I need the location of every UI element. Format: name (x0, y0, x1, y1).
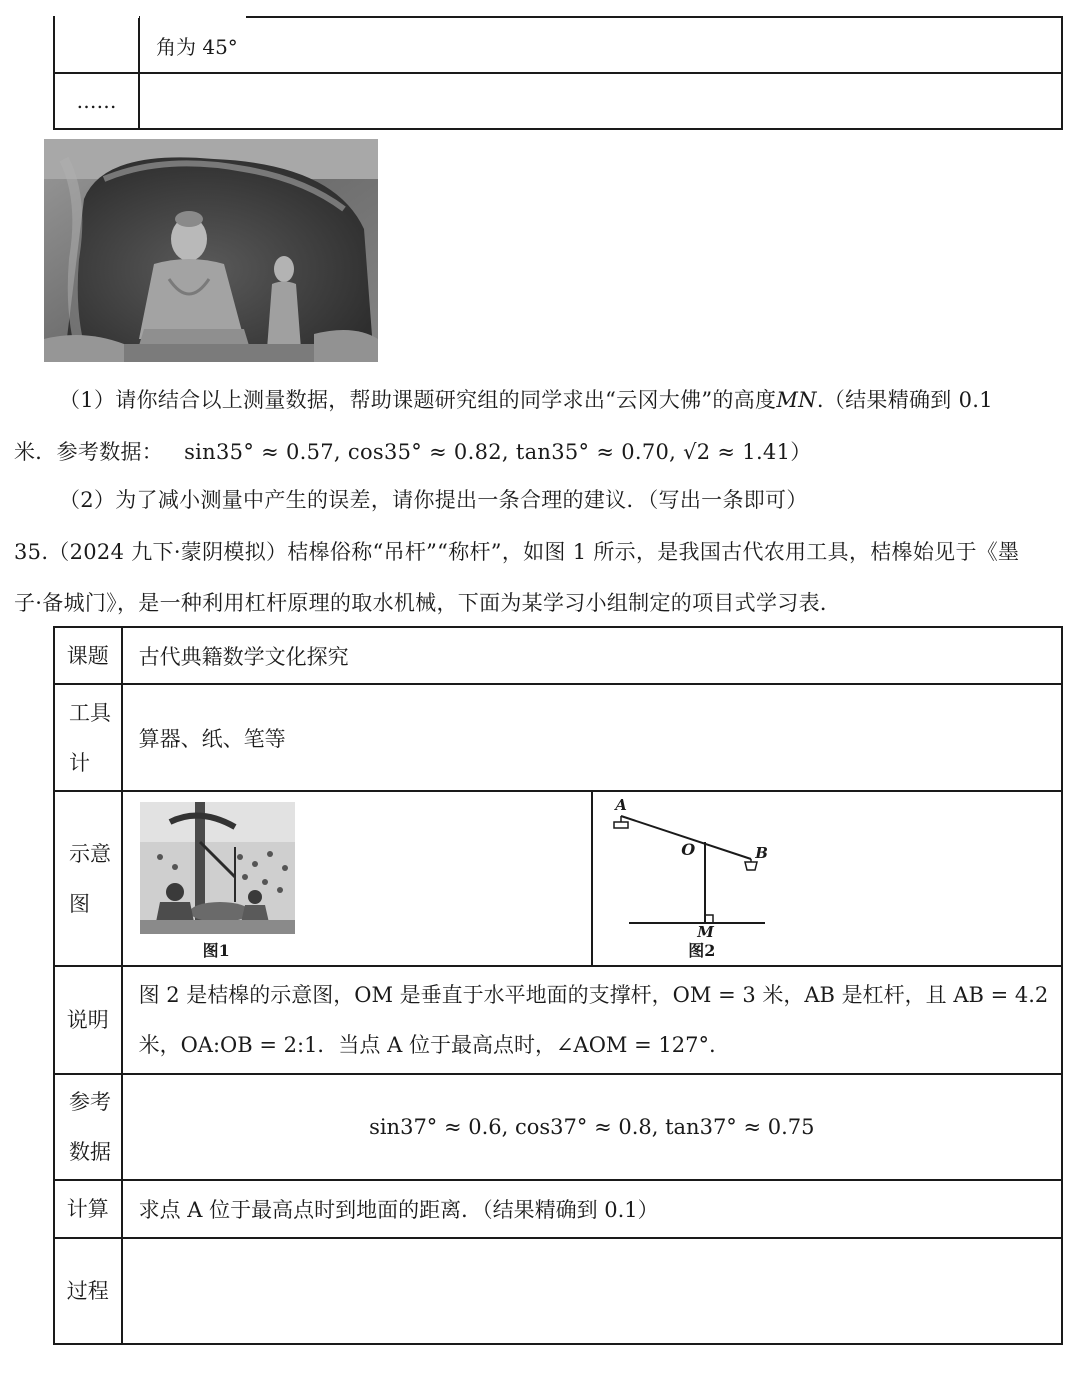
fig2-caption: 图2 (688, 941, 716, 960)
table-cell-ellipsis: …… (54, 73, 139, 129)
border-gap (55, 14, 139, 18)
fig1-image (140, 802, 295, 934)
label-reference: 参考 数据 (54, 1074, 122, 1180)
well-sweep-illustration (140, 802, 295, 934)
buddha-photo-image (44, 139, 378, 362)
label-description: 说明 (54, 966, 122, 1074)
lever-diagram (593, 792, 1063, 967)
page-top-gap-mid (248, 0, 824, 16)
label-point-b: B (755, 844, 768, 862)
value-reference: sin37° ≈ 0.6, cos37° ≈ 0.8, tan37° ≈ 0.75 (122, 1074, 1062, 1180)
table-cell-empty (54, 17, 139, 73)
question-35-line-1: 35.（2024 九下·蒙阴模拟）桔槔俗称“吊杆”“称杆”，如图 1 所示，是我国古代农用工具，桔槔始见于《墨 (14, 540, 1020, 564)
figure-2-cell (592, 791, 1062, 966)
label-calculation: 计算 (54, 1180, 122, 1238)
yungang-buddha-photo (44, 139, 378, 362)
table-cell-angle: 角为 45° (139, 17, 1062, 73)
measurement-table-tail (53, 16, 1063, 130)
question-1-line-1: （1）请你结合以上测量数据，帮助课题研究组的同学求出“云冈大佛”的高度MN.（结果精确到 0.1 (59, 388, 993, 412)
label-tools: 工具 计 (54, 684, 122, 791)
label-diagram: 示意 图 (54, 791, 122, 966)
label-point-o: O (681, 840, 696, 859)
table-cell-empty (139, 73, 1062, 129)
question-35-line-2: 子·备城门》，是一种利用杠杆原理的取水机械，下面为某学习小组制定的项目式学习表． (14, 591, 842, 615)
label-topic: 课题 (54, 627, 122, 684)
fig1-caption: 图1 (202, 941, 230, 960)
figure-1-cell (122, 791, 593, 966)
label-point-m: M (697, 923, 714, 941)
border-gap (140, 14, 246, 18)
value-process (122, 1238, 1062, 1344)
value-calculation: 求点 A 位于最高点时到地面的距离．（结果精确到 0.1） (122, 1180, 1062, 1238)
label-point-a: A (615, 796, 627, 814)
value-description: 图 2 是桔槔的示意图，OM 是垂直于水平地面的支撑杆，OM = 3 米，AB 是杠杆，且 AB = 4.2 米，OA:OB = 2:1．当点 A 位于最高点时，∠AOM = 127°. (122, 966, 1062, 1074)
value-topic: 古代典籍数学文化探究 (122, 627, 1062, 684)
project-learning-table (53, 626, 1063, 1345)
question-1-line-2: 米．参考数据： sin35° ≈ 0.57, cos35° ≈ 0.82, tan35° ≈ 0.70, √2 ≈ 1.41） (14, 440, 812, 464)
value-tools: 算器、纸、笔等 (122, 684, 1062, 791)
label-process: 过程 (54, 1238, 122, 1344)
question-2-line: （2）为了减小测量中产生的误差，请你提出一条合理的建议．（写出一条即可） (59, 488, 808, 512)
